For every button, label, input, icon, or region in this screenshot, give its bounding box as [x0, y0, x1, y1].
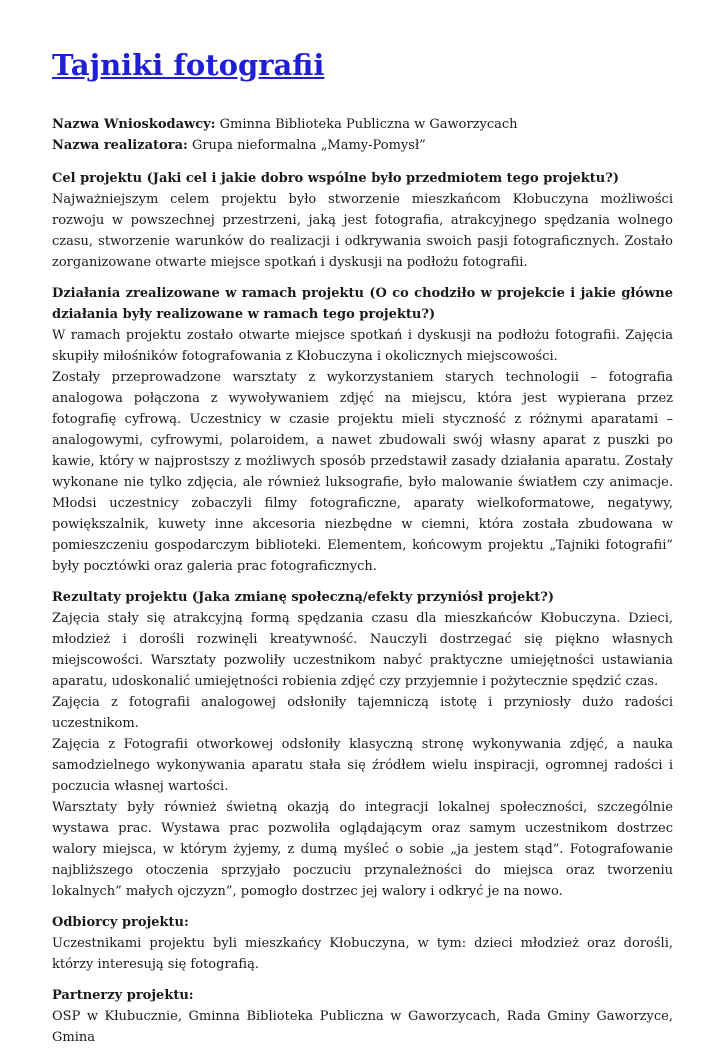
- section-paragraph: OSP w Kłubucznie, Gminna Biblioteka Publiczna w Gaworzycach, Rada Gminy Gaworzyce, Gmina: [52, 1009, 673, 1045]
- section-paragraph: Uczestnikami projektu byli mieszkańcy Kłobuczyna, w tym: dzieci młodzież oraz dorośli, którzy interesują się fotografią.: [52, 936, 673, 972]
- applicant-line: [52, 114, 673, 135]
- section-heading: Cel projektu (Jaki cel i jakie dobro wspólne było przedmiotem tego projektu?): [52, 171, 620, 186]
- section-goal: [52, 168, 673, 273]
- section-heading: Odbiorcy projektu:: [52, 915, 189, 930]
- section-activities: [52, 283, 673, 577]
- section-partners: [52, 985, 673, 1048]
- section-heading: Partnerzy projektu:: [52, 988, 194, 1003]
- section-paragraph: Zajęcia z fotografii analogowej odsłoniły tajemniczą istotę i przyniosły dużo radości uczestnikom.: [52, 695, 673, 731]
- meta-block: [52, 114, 673, 156]
- page-title[interactable]: Tajniki fotografii: [52, 48, 325, 82]
- executor-value: Grupa nieformalna „Mamy-Pomysł”: [187, 138, 426, 153]
- section-results: [52, 587, 673, 902]
- executor-line: [52, 135, 673, 156]
- section-paragraph: Najważniejszym celem projektu było stworzenie mieszkańcom Kłobuczyna możliwości rozwoju w powszechnej przestrzeni, jaką jest fotografia, atrakcyjnego spędzania wolnego czasu, stworzenie warunków do realizacji i odkrywania swoich pasji fotograficznych. Zostało zorganizowane otwarte miejsce spotkań i dyskusji na podłożu fotografii.: [52, 192, 673, 270]
- section-heading: Rezultaty projektu (Jaka zmianę społeczną/efekty przyniósł projekt?): [52, 590, 555, 605]
- executor-label: Nazwa realizatora:: [52, 138, 188, 153]
- section-paragraph: Zajęcia z Fotografii otworkowej odsłoniły klasyczną stronę wykonywania zdjęć, a nauka samodzielnego wykonywania aparatu stała się źródłem wielu inspiracji, ogromnej radości i poczucia własnej wartości.: [52, 737, 673, 794]
- applicant-value: Gminna Biblioteka Publiczna w Gaworzycach: [215, 117, 518, 132]
- section-paragraph: Zostały przeprowadzone warsztaty z wykorzystaniem starych technologii – fotografia analogowa połączona z wywoływaniem zdjęć na miejscu, która jest wypierana przez fotografię cyfrową. Uczestnicy w czasie projektu mieli styczność z różnymi aparatami – analogowymi, cyfrowymi, polaroidem, a nawet zbudowali swój własny aparat z puszki po kawie, który w najprostszy z możliwych sposób przedstawił zasady działania aparatu. Zostały wykonane nie tylko zdjęcia, ale również luksografie, było malowanie światłem czy animacje. Młodsi uczestnicy zobaczyli filmy fotograficzne, aparaty wielkoformatowe, negatywy, powiększalnik, kuwety inne akcesoria niezbędne w ciemni, która została zbudowana w pomieszczeniu gospodarczym biblioteki. Elementem, końcowym projektu „Tajniki fotografii” były pocztówki oraz galeria prac fotograficznych.: [52, 370, 673, 574]
- applicant-label: Nazwa Wnioskodawcy:: [52, 117, 216, 132]
- section-paragraph: W ramach projektu zostało otwarte miejsce spotkań i dyskusji na podłożu fotografii. Zajęcia skupiły miłośników fotografowania z Kłobuczyna i okolicznych miejscowości.: [52, 328, 673, 364]
- section-recipients: [52, 912, 673, 975]
- section-paragraph: Zajęcia stały się atrakcyjną formą spędzania czasu dla mieszkańców Kłobuczyna. Dzieci, młodzież i dorośli rozwinęli kreatywność. Nauczyli dostrzegać się piękno własnych miejscowości. Warsztaty pozwoliły uczestnikom nabyć praktyczne umiejętności ustawiania aparatu, udoskonalić umiejętności robienia zdjęć czy przyjemnie i pożytecznie spędzić czas.: [52, 611, 673, 689]
- section-paragraph: Warsztaty były również świetną okazją do integracji lokalnej społeczności, szczególnie wystawa prac. Wystawa prac pozwoliła oglądającym oraz samym uczestnikom dostrzec walory miejsca, w którym żyjemy, z dumą myśleć o sobie „ja jestem stąd”. Fotografowanie najbliższego otoczenia sprzyjało poczuciu przynależności do miejsca oraz tworzeniu lokalnych” małych ojczyzn”, pomogło dostrzec jej walory i odkryć je na nowo.: [52, 800, 673, 899]
- section-heading: Działania zrealizowane w ramach projektu (O co chodziło w projekcie i jakie główne działania były realizowane w ramach tego projektu?): [52, 286, 673, 322]
